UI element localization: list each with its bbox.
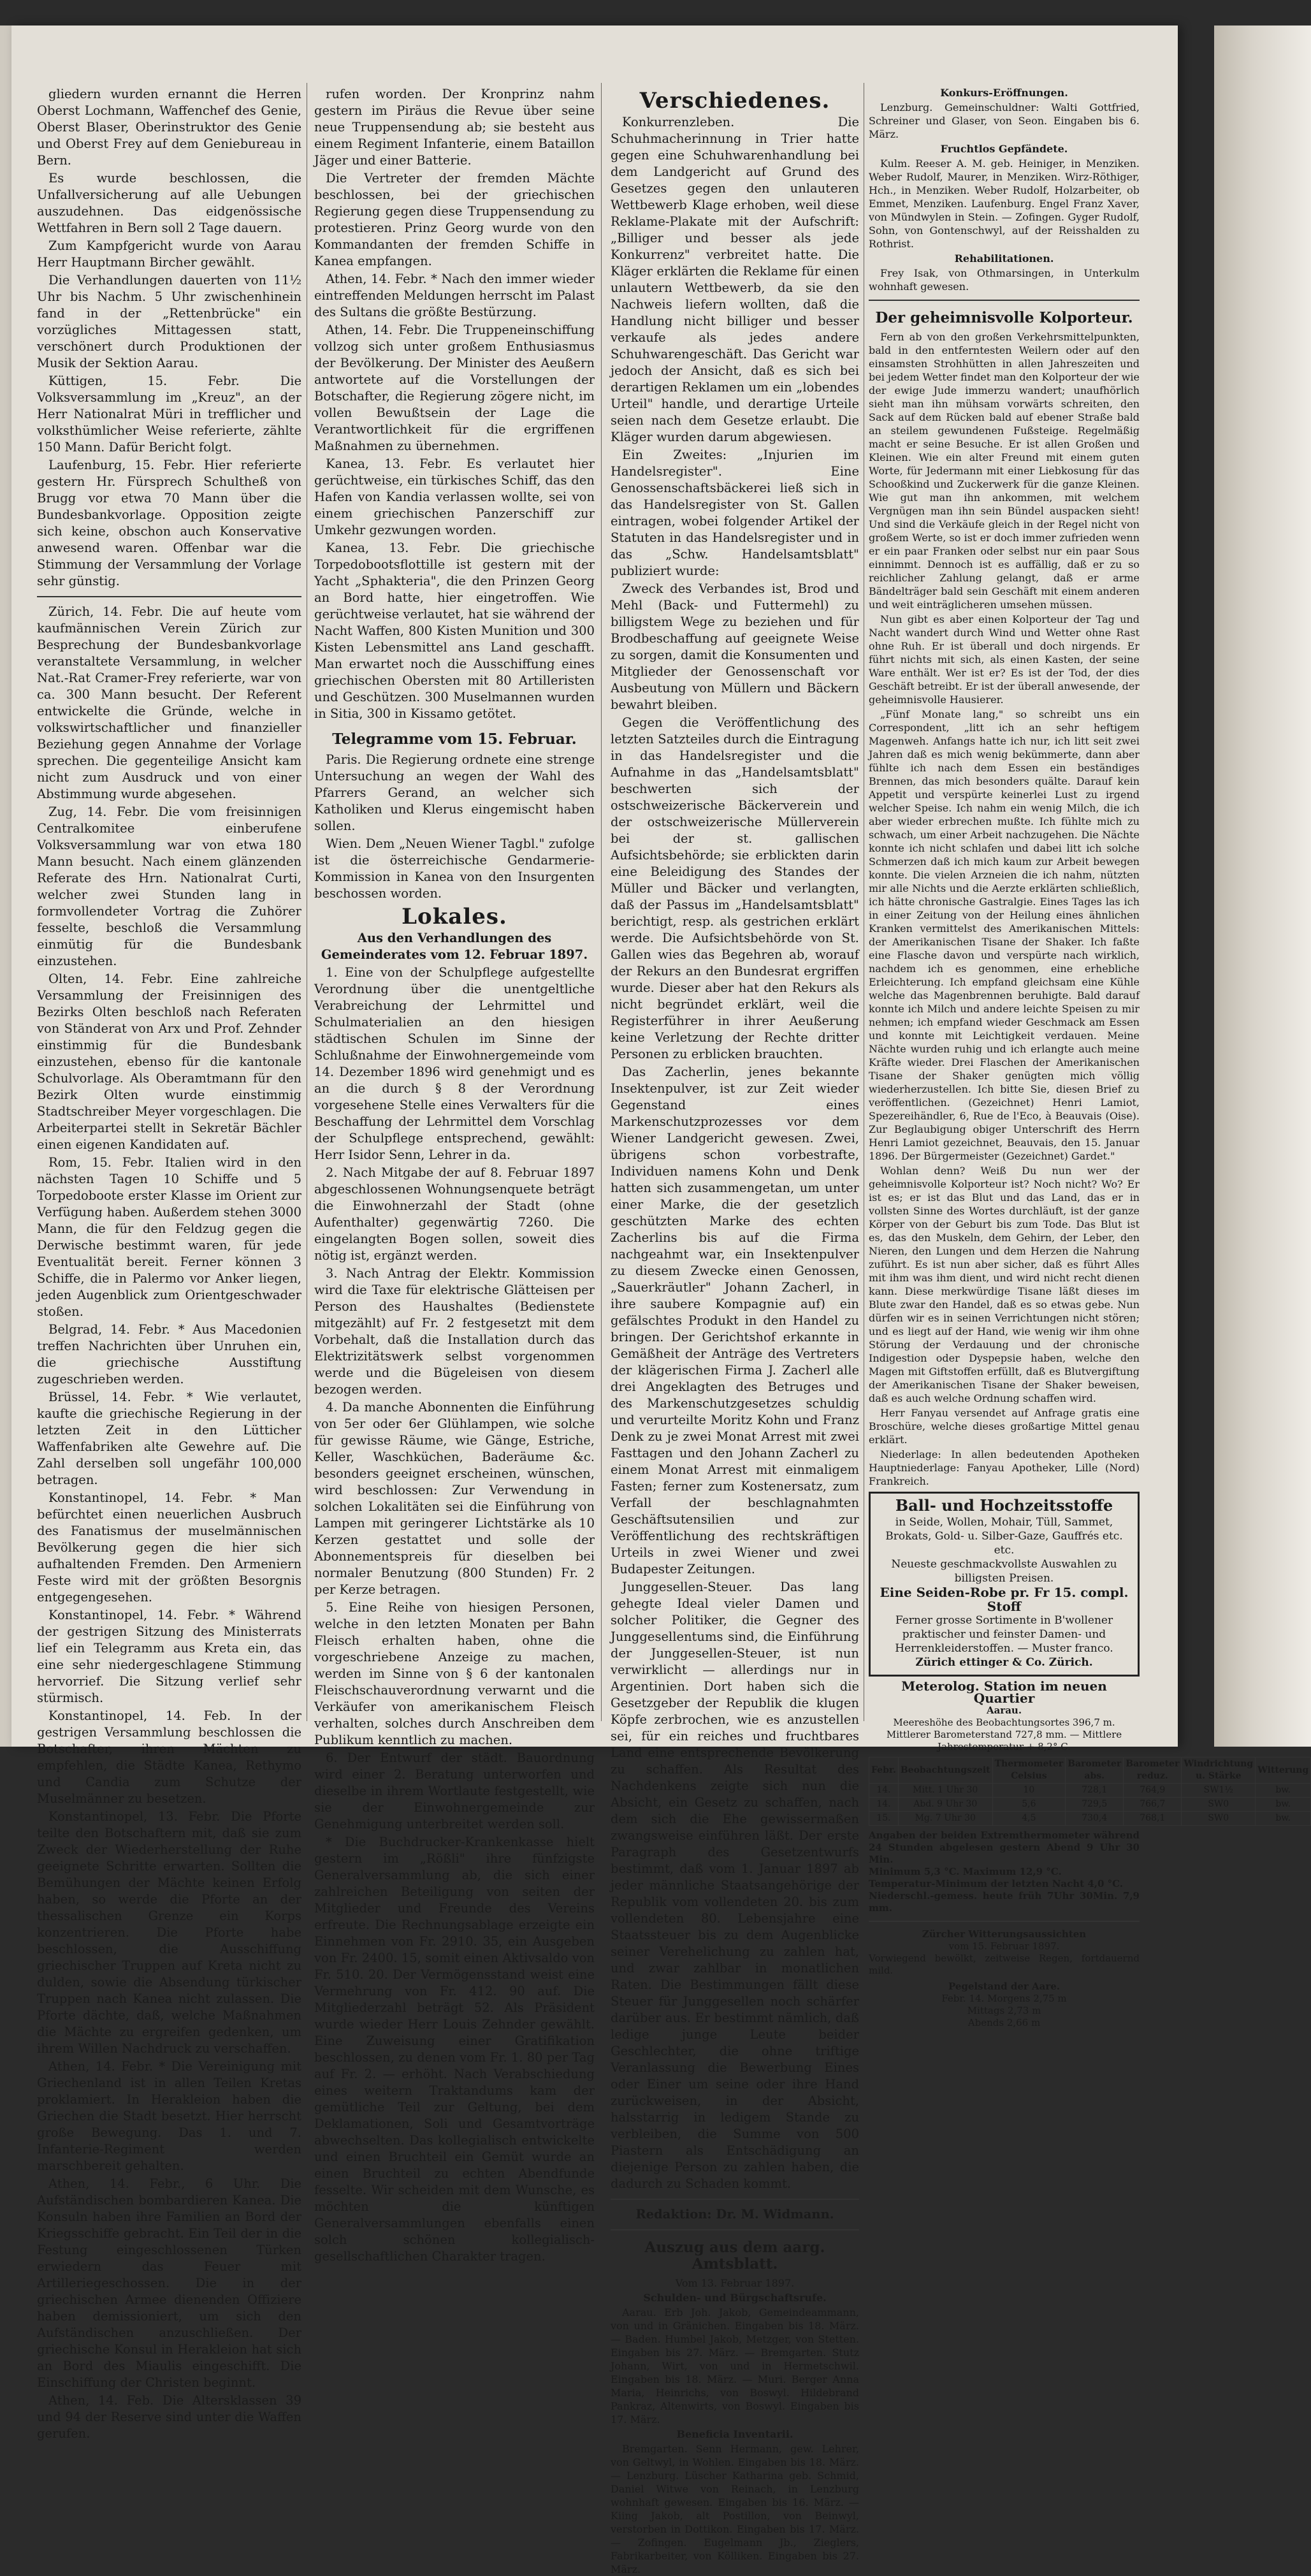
table-header: Barometer reduz. (1124, 1757, 1182, 1784)
table-row (869, 1812, 1311, 1826)
weather-extreme: Angaben der beiden Extremthermometer während 24 Stunden abgelesen gestern Abend 9 Uhr 30 Min. (869, 1830, 1140, 1865)
table-cell: 10 (992, 1784, 1066, 1798)
table-cell: bw. (1256, 1784, 1311, 1798)
paragraph: Ein Zweites: „Injurien im Handelsregister". Eine Genossenschaftsbäckerei ließ sich in das Handelsregister von St. Gallen eintragen, wobei folgender Artikel der Statuten in das Handelsregister und in das „Schw. Handelsamtsblatt" publiziert wurde: (611, 448, 859, 578)
paragraph: Zweck des Verbandes ist, Brod und Mehl (Back- und Futtermehl) zu billigstem Wege zu beziehen und für Brodbeschaffung auf geeignete Weise zu sorgen, damit die Konsumenten und Mitglieder der Genossenschaft vor Ausbeutung von Müllern und Bäckern bewahrt bleiben. (611, 581, 859, 712)
table-header: Witterung (1256, 1757, 1311, 1784)
ad-line: Neueste geschmackvollste Auswahlen zu billigsten Preisen. (891, 1558, 1117, 1585)
weather-table (869, 1757, 1311, 1826)
table-header: Thermometer Celsius (992, 1757, 1066, 1784)
rehab-heading: Rehabilitationen. (954, 252, 1054, 265)
paragraph: Konstantinopel, 14. Febr. * Man befürchtet einen neuerlichen Ausbruch des Fanatismus der muselmännischen Bevölkerung gegen die hier sich aufhaltenden Fremden. Den Armeniern Feste wird mit der größten Besorgnis entgegengesehen. (37, 1490, 301, 1605)
paragraph: Die Vertreter der fremden Mächte beschlossen, bei der griechischen Regierung gegen diese Truppensendung zu protestieren. Prinz Georg wurde von den Kommandanten der fremden Schiffe in Kanea empfangen. (314, 171, 595, 268)
table-row (869, 1798, 1311, 1812)
paragraph: Nun gibt es aber einen Kolporteur der Tag und Nacht wandert durch Wind und Wetter ohne Rast ohne Ruh. Er ist überall und doch nirgends. Er führt nichts mit sich, als einen Kasten, der seine Ware enthält. Wer ist er? Es ist der Tod, der dies Geschäft betreibt. Er ist der überall anwesende, der geheimnisvolle Hausierer. (869, 613, 1140, 706)
paragraph: Fern ab von den großen Verkehrsmittelpunkten, bald in den entferntesten Weilern oder auf den einsamsten Strohhütten in allen Jahreszeiten und bei jedem Wetter findet man den Kolporteur der wie der ewige Jude immerzu wandert; unaufhörlich sieht man ihn mühsam vorwärts schreiten, den Sack auf dem Rücken bald auf ebener Straße bald an steilem gewundenen Fußsteige. Regelmäßig macht er seine Besuche. Er ist allen Großen und Kleinen. Wie ein alter Freund mit einem guten Worte, für Jedermann mit einer Liebkosung für das Schooßkind und Zuckerwerk für die ganze Kleinen. Wie gut man ihn ankommen, mit welchem Vergnügen man ihn sein Bündel auspacken sieht! Und sind die Verkäufe gleich in der Regel nicht von großem Werte, so ist er doch immer zufrieden wenn er ein paar Franken oder selbst nur ein paar Sous einnimmt. Dennoch ist es auffällig, daß er zu so reichlicher Zahlung gelangt, daß er arme Bändelträger bald sein Geschäft mit einem anderen und weit einträglicheren umsehen müssen. (869, 331, 1140, 611)
divider (611, 2199, 859, 2200)
newspaper-page (11, 25, 1309, 2575)
paragraph: Lenzburg. Gemeinschuldner: Walti Gottfried, Schreiner und Glaser, von Seon. Eingaben bis 6. März. (869, 101, 1140, 140)
paragraph: Olten, 14. Febr. Eine zahlreiche Versammlung der Freisinnigen des Bezirks Olten beschloß nach Referaten von Ständerat von Arx und Prof. Zehnder einstimmig für die Bundesbank einzustehen, ebenso für die kantonale Schulvorlage. Als Oberamtmann für den Bezirk Olten wurde einstimmig Stadtschreiber Meyer vorgeschlagen. Die Arbeiterpartei stellt in Sekretär Bächler einen eigenen Kandidaten auf. (37, 971, 301, 1152)
paragraph: 6. Der Entwurf der städt. Bauordnung wird einer 2. Beratung unterworfen und dieselbe in ihrem Wortlaute festgestellt, wie sie der Einwohnergemeinde zur Genehmigung unterbreitet werden soll. (314, 1750, 595, 1831)
lokales-subheading: Aus den Verhandlungen des Gemeinderates vom 12. Februar 1897. (321, 931, 588, 962)
book-edge (1214, 25, 1311, 1747)
table-cell: 15. (869, 1812, 899, 1826)
weather-extreme: Niederschl.-gemess. heute früh 7Uhr 30Min. 7,9 mm. (869, 1890, 1140, 1914)
divider (611, 2229, 859, 2230)
editor-line: Redaktion: Dr. M. Widmann. (635, 2207, 834, 2222)
paragraph: Athen, 14. Febr. Die Truppeneinschiffung vollzog sich unter großem Enthusiasmus der Bevölkerung. Der Minister des Aeußern antwortete auf die Vorstellungen der Botschafter, die Regierung zögere nicht, im vollen Bewußtsein der Lage die Verantwortlichkeit für die ergriffenen Maßnahmen zu übernehmen. (314, 323, 595, 453)
column-3 (611, 86, 859, 2575)
divider (869, 300, 1140, 301)
paragraph: Brüssel, 14. Febr. * Wie verlautet, kaufte die griechische Regierung in der letzten Zeit in den Lütticher Waffenfabriken alte Gewehre auf. Die Zahl derselben soll ungefähr 100,000 betragen. (37, 1390, 301, 1487)
ad-firm: Zürich ettinger & Co. Zürich. (915, 1656, 1093, 1669)
ad-line: in Seide, Wollen, Mohair, Tüll, Sammet, (895, 1516, 1113, 1529)
paragraph: Herr Fanyau versendet auf Anfrage gratis eine Broschüre, welche dieses großartige Mittel genau erklärt. (869, 1407, 1140, 1446)
pegel-heading: Pegelstand der Aare. (948, 1981, 1061, 1992)
ad-line: Eine Seiden-Robe pr. Fr 15. compl. Stoff (880, 1585, 1129, 1614)
paragraph: Küttigen, 15. Febr. Die Volksversammlung im „Kreuz", an der Herr Nationalrat Müri in trefflicher und volksthümlicher Weise referierte, zählte 150 Mann. Dafür Bericht folgt. (37, 374, 301, 455)
table-cell: 728,1 (1066, 1784, 1124, 1798)
paragraph: Wohlan denn? Weiß Du nun wer der geheimnisvolle Kolporteur ist? Noch nicht? Wo? Er ist es; er ist das Blut und das Land, das er in vollsten Sinne des Wortes durchläuft, ist der ganze Körper von der Geburt bis zum Tode. Das Blut ist es, das den Muskeln, dem Gehirn, der Leber, den Nieren, den Lungen und dem Herzen die Nahrung zuführt. Es ist nun aber sicher, daß es führt Alles mit ihm was ihm dient, und wird nicht recht dienen kann. Diese merkwürdige Tisane läßt dieses im Blute zwar den Handel, daß es so etwas gebe. Nun dürfen wir es in seinen Verrichtungen nicht stören; und es liegt auf der Hand, wie wenig wir ihm ohne Störung der Verdauung und der chronische Indigestion oder Dyspepsie haben, welche den Magen mit Giftstoffen erfüllt, daß es Blutvergiftung der Amerikanischen Tisane der Shaker beweisen, daß es auch welche Ordnung schaffen wird. (869, 1165, 1140, 1404)
paragraph: Konstantinopel, 13. Febr. Die Pforte teilte den Botschaftern mit, daß sie zum Zweck der Wiederherstellung der Ruhe geeignete Schritte erwarten. Sollten die Bemühungen der Mächte keinen Erfolg haben, so werde die Pforte an der thessalischen Grenze ein Korps konzentrieren. Die Pforte habe beschlossen, die Ausschiffung griechischer Truppen auf Kreta nicht zu dulden, sowie die Absendung türkischer Truppen nach Kanea nicht zulassen. Die Pforte dächte, daß, welche Maßnahmen die Mächte zu ergreifen gedenken, um ihrem Willen Nachdruck zu verschaffen. (37, 1809, 301, 2056)
weather-place: Aarau. (986, 1705, 1022, 1716)
table-cell: 14. (869, 1798, 899, 1812)
table-header: Beobachtungszeit (898, 1757, 992, 1784)
forecast-date: vom 15. Februar 1897. (948, 1940, 1060, 1952)
paragraph: Junggesellen-Steuer. Das lang gehegte Ideal vieler Damen und solcher Politiker, die Gegner des Junggesellentums sind, die Einführung der Junggesellen-Steuer, ist nun verwirklicht — allerdings nur in Argentinien. Dort haben sich die Gesetzgeber der Republik die klugen Köpfe zerbrochen, wie es anzustellen sei, für ein reiches und fruchtbares Land eine entsprechende Bevölkerung zu schaffen. Als Resultat des Nachdenkens zeigte sich nun die Absicht, ein Gesetz zu schaffen, nach dem sich die Ehe gewissermaßen zwangsweise einführen läßt. Der erste Paragraph des Gesetzentwurfs bestimmt, daß vom 1. Januar 1897 ab jeder männliche Staatsangehörige der Republik vom vollendeten 20. bis zum vollendeten 80. Lebensjahre eine Staatssteuer bis zu dem Augenblicke seiner Verehelichung zu zahlen hat, und zwar zahlbar in monatlichen Raten. Die Bestimmungen fällt diese Steuer für Junggesellen noch schärfer darüber aus. Er bestimmt nämlich, daß ledige junge Leute beider Geschlechter, die ohne triftige Veranlassung die Bewerbung Eines oder Einer um seine oder ihre Hand zurückweisen, in der Absicht, halsstarrig in ledigem Stande zu verbleiben, die Summe von 500 Piastern als Entschädigung an diejenige Person zu zahlen haben, die dadurch zu Schaden kommt. (611, 1580, 859, 2191)
table-cell: 730,4 (1066, 1812, 1124, 1826)
amtsblatt-heading: Auszug aus dem aarg. Amtsblatt. (644, 2239, 825, 2273)
table-cell: 729,5 (1066, 1798, 1124, 1812)
pegel-line: Mittags 2,73 m (967, 2005, 1041, 2016)
kolporteur-heading: Der geheimnisvolle Kolporteur. (875, 309, 1133, 326)
paragraph: 4. Da manche Abonnenten die Einführung von 5er oder 6er Glühlampen, wie solche für gewisse Räume, wie Gänge, Estriche, Keller, Waschküchen, Baderäume &c. besonders geeignet erscheinen, wünschen, wird beschlossen: Zur Verwendung in solchen Lokalitäten sei die Einführung von Lampen mit geringerer Lichtstärke als 10 Kerzen gestattet und solle der Abonnementspreis für dieselben bei normaler Benutzung (800 Stunden) Fr. 2 per Kerze betragen. (314, 1400, 595, 1597)
table-header: Windrichtung u. Stärke (1182, 1757, 1256, 1784)
paragraph: 3. Nach Antrag der Elektr. Kommission wird die Taxe für elektrische Glätteisen per Person des Haushaltes (Bedienstete mitgezählt) auf Fr. 2 festgesetzt mit dem Vorbehalt, daß die Installation durch das Elektrizitätswerk selbst vorgenommen werde und die Bügeleisen von diesem bezogen werden. (314, 1266, 595, 1397)
amtsblatt-date: Vom 13. Februar 1897. (675, 2277, 795, 2289)
ad-line: Brokats, Gold- u. Silber-Gaze, Gauffrés etc. etc. (885, 1530, 1123, 1557)
paragraph: Athen, 14. Febr., 6 Uhr. Die Aufständischen bombardieren Kanea. Die Konsuln haben ihre Familien an Bord der Kriegsschiffe gebracht. Ein Teil der in die Festung eingeschlossenen Türken erwiedern das Feuer mit Artilleriegeschossen. Die in der griechischen Armee dienenden Offiziere haben demissioniert, um sich den Aufständischen anzuschließen. Der griechische Konsul in Herakleion hat sich an Bord des Miaulis eingeschifft. Die Einschiffung der Christen beginnt. (37, 2176, 301, 2390)
paragraph: 1. Eine von der Schulpflege aufgestellte Verordnung über die unentgeltliche Verabreichung der Lehrmittel und Schulmaterialien an den hiesigen städtischen Schulen im Sinne der Schlußnahme der Einwohnergemeinde vom 14. Dezember 1896 wird genehmigt und es an die durch § 8 der Verordnung vorgesehene Stelle eines Verwalters für die Beschaffung der Lehrmittel dem Vorschlag der Schulpflege entsprechend, gewählt: Herr Isidor Senn, Lehrer in da. (314, 965, 595, 1162)
paragraph: Konkurrenzleben. Die Schuhmacherinnung in Trier hatte gegen eine Schuhwarenhandlung bei dem Landgericht auf Grund des Gesetzes gegen den unlauteren Wettbewerb Klage erhoben, weil diese Reklame-Plakate mit der Aufschrift: „Billiger und besser als jede Konkurrenz" verbreitet hatte. Die Kläger erklärten die Reklame für einen unlautern Wettbewerb, da sie den Nachweis liefern wollten, daß die Handlung nicht billiger und besser verkaufe als jedes andere Schuhwarengeschäft. Das Gericht war jedoch der Ansicht, daß es sich bei derartigen Reklamen um ein „lobendes Urteil" handle, und derartige Urteile seien nach dem Gesetze erlaubt. Die Kläger wurden darum abgewiesen. (611, 115, 859, 444)
paragraph: Athen, 14. Febr. * Nach den immer wieder eintreffenden Meldungen herrscht im Palast des Sultans die größte Bestürzung. (314, 272, 595, 319)
paragraph: Zug, 14. Febr. Die vom freisinnigen Centralkomitee einberufene Volksversammlung war von etwa 180 Mann besucht. Nach einem glänzenden Referate des Hrn. Nationalrat Curti, welcher zwei Stunden lang in formvollendeter Vortrag die Zuhörer fesselte, beschloß die Versammlung einmütig für die Bundesbank einzustehen. (37, 804, 301, 968)
table-cell: bw. (1256, 1798, 1311, 1812)
table-cell: SW0 (1182, 1812, 1256, 1826)
paragraph: Gegen die Veröffentlichung des letzten Satzteiles durch die Eintragung in das Handelsregister und die Aufnahme in das „Handelsamtsblatt" beschwerten sich der ostschweizerische Bäckerverein und der ostschweizerische Müllerverein bei der st. gallischen Aufsichtsbehörde; sie erblickten darin eine Beleidigung des Standes der Müller und Bäcker und verlangten, daß der Passus im „Handelsamtsblatt" berichtigt, resp. als gestrichen erklärt werde. Die Aufsichtsbehörde von St. Gallen wies das Begehren ab, worauf der Rekurs an den Bundesrat ergriffen wurde. Dieser aber hat den Rekurs als nicht begründet erklärt, weil die Registerführer in ihrer Aeußerung keine Verletzung der Rechte dritter Personen zu erblicken brauchten. (611, 715, 859, 1061)
paragraph: Laufenburg, 15. Febr. Hier referierte gestern Hr. Fürsprech Schultheß von Brugg vor etwa 70 Mann über die Bundesbankvorlage. Opposition zeigte sich keine, obschon auch Konservative anwesend waren. Offenbar war die Stimmung der Versammlung der Vorlage sehr günstig. (37, 458, 301, 588)
column-2 (314, 86, 595, 2264)
ad-line: Ferner grosse Sortimente in B'wollener praktischer und feinster Damen- und Herrenkleiderstoffen. — Muster franco. (895, 1614, 1113, 1655)
paragraph: * Die Buchdrucker-Krankenkasse hielt gestern im „Rößli" ihre fünfzigste Generalversammlung ab, die sich einer zahlreichen Beteiligung von seiten der Mitglieder und Freunde des Vereins erfreute. Die Rechnungsablage erzeigte ein Einnehmen von Fr. 2910. 35, ein Ausgeben von Fr. 2400. 15, somit einen Aktivsaldo von Fr. 510. 20. Der Vermögensstand weist eine Vermehrung von Fr. 412. 90 auf. Die Mitgliederzahl beträgt 52. Als Präsident wurde wieder Herr Louis Zehnder gewählt. Eine Zuweisung einer Gratifikation beschlossen, zu denen vom Fr. 1. 80 per Tag auf Fr. 2. — erhöht. Nach Verabschiedung eines weitern Traktandums kam der gemütliche Teil zur Geltung, bei dem Deklamationen, Soli und Gesamtvorträge abwechselten. Das kollegialisch entwickelte und einen Bruchteil ein Gemüt wurde an einen Bruchteil zu echten Abendfunde fesselte. Wir scheiden mit dem Wunsche, es möchten die künftigen Generalversammlungen ebenfalls einen solch schönen kollegialisch-gesellschaftlichen Charakter tragen. (314, 1835, 595, 2264)
verschiedenes-heading: Verschiedenes. (639, 88, 830, 113)
table-cell: Mg. 7 Uhr 30 (898, 1812, 992, 1826)
paragraph: Kanea, 13. Febr. Es verlautet hier gerüchtweise, ein türkisches Schiff, das den Hafen von Kandia verlassen wollte, sei von einem griechischen Panzerschiff zur Umkehr gezwungen worden. (314, 456, 595, 537)
pegel-line: Abends 2,66 m (967, 2017, 1041, 2028)
paragraph: Frey Isak, von Othmarsingen, in Unterkulm wohnhaft gewesen. (869, 267, 1140, 293)
table-cell: SW1½ (1182, 1784, 1256, 1798)
paragraph: Die Verhandlungen dauerten von 11½ Uhr bis Nachm. 5 Uhr zwischenhinein fand in der „Rettenbrücke" ein vorzügliches Mittagessen statt, verschönert durch Produktionen der Musik der Sektion Aarau. (37, 273, 301, 370)
amtsblatt-subheading: Schulden- und Bürgschaftsrufe. (643, 2292, 827, 2304)
lokales-heading: Lokales. (402, 904, 507, 929)
weather-extreme: Minimum 5,3 °C. Maximum 12,9 °C. (869, 1866, 1062, 1877)
weather-station-box (869, 1678, 1309, 2029)
table-cell: Mitt. 1 Uhr 30 (898, 1784, 992, 1798)
table-row (869, 1784, 1311, 1798)
forecast-heading: Zürcher Witterungsaussichten (922, 1928, 1087, 1940)
telegram-heading: Telegramme vom 15. Februar. (332, 731, 577, 748)
column-rule (601, 83, 602, 1721)
table-cell: 4,5 (992, 1812, 1066, 1826)
paragraph: Niederlage: In allen bedeutenden Apotheken Hauptniederlage: Fanyau Apotheker, Lille (Nord) Frankreich. (869, 1448, 1140, 1487)
weather-line: Mittlerer Barometerstand 727,8 mm. — Mittlere Jahrestemperatur + 8,2° C. (886, 1729, 1122, 1752)
paragraph: gliedern wurden ernannt die Herren Oberst Lochmann, Waffenchef des Genie, Oberst Blaser, Oberinstruktor des Genie und Oberst Frey auf dem Geniebureau in Bern. (37, 87, 301, 168)
paragraph: Bremgarten. Senn Hermann, gew. Lehrer, von Geltwyl, in Wohlen. Eingaben bis 18. März. — Lenzburg. Lüscher Katharina geb. Schmid, Daniel Witwe von Reinach, in Lenzburg wohnhaft gewesen. Eingaben bis 16. März. — Kiing Jakob, alt Postillon, von Beinwyl, verstorben in Dottikon. Eingaben bis 17. März. — Zofingen. Eugelmann Jb., Zieglers, Fabrikarbeiter, von Kölliken. Eingaben bis 27. März. (611, 2443, 859, 2575)
left-page-edge (0, 25, 11, 1747)
paragraph: Belgrad, 14. Febr. * Aus Macedonien treffen Nachrichten über Unruhen ein, die griechische Ausstiftung zugeschrieben werden. (37, 1322, 301, 1386)
fruchtlos-heading: Fruchtlos Gepfändete. (940, 143, 1068, 155)
table-cell: bw. (1256, 1812, 1311, 1826)
paragraph: Zum Kampfgericht wurde von Aarau Herr Hauptmann Bircher gewählt. (37, 238, 301, 270)
paragraph: Paris. Die Regierung ordnete eine strenge Untersuchung an wegen der Wahl des Pfarrers Gerand, an welcher sich Katholiken und Klerus eingemischt haben sollen. (314, 752, 595, 833)
table-header: Barometer abs. (1066, 1757, 1124, 1784)
paragraph: Athen, 14. Febr. * Die Vereinigung mit Griechenland ist in allen Teilen Kretas proklamiert. In Herakleion haben die Griechen die Stadt besetzt. Hier herrscht große Bewegung. Das 1. und 7. Infanterie-Regiment werden marschbereit gehalten. (37, 2059, 301, 2173)
paragraph: „Fünf Monate lang," so schreibt uns ein Correspondent, „litt ich an sehr heftigem Magenweh. Anfangs hatte ich nur, ich litt seit zwei Jahren daß es mich wenig bekümmerte, dann aber fühlte ich nach dem Essen ein beständiges Brennen, das mich besonders quälte. Darauf kein Appetit und verspürte keinerlei Lust zu irgend welcher Speise. Ich nahm ein wenig Milch, die ich aber wieder erbrechen mußte. Ich fühlte mich zu schwach, um einer Arbeit nachzugehen. Die Nächte konnte ich nicht schlafen und dabei litt ich solche Schmerzen daß ich mich kaum zur Arbeit bewegen konnte. Die vielen Arzneien die ich nahm, nützten mir alle Nichts und die Aerzte erklärten schließlich, ich hätte chronische Gastralgie. Eines Tages las ich in einer Zeitung von der Heilung eines ähnlichen Kranken vermittelst des Amerikanischen Mittels: der Amerikanischen Tisane der Shaker. Ich faßte eine Flasche davon und verspürte nach wirklich, nachdem ich es genommen, eine erhebliche Erleichterung. Ich empfand gleichsam eine Kühle welche das Magenbrennen beruhigte. Bald darauf konnte ich Milch und andere leichte Speisen zu mir nehmen; ich empfand wieder Geschmack am Essen und konnte mit Leichtigkeit verdauen. Meine Nächte wurden ruhig und ich erlangte auch meine Kräfte wieder. Drei Flaschen der Amerikanischen Tisane der Shaker genügten mich völlig wiederherzustellen. Ich bitte Sie, diesen Brief zu veröffentlichen. (Gezeichnet) Henri Lamiot, Spezereihändler, 6, Rue de l'Eco, à Beauvais (Oise). Zur Beglaubigung obiger Unterschrift des Herrn Henri Lamiot gezeichnet, Beauvais, den 15. Januar 1896. Der Bürgermeister (Gezeichnet) Gardet." (869, 708, 1140, 1162)
fabric-advertisement (869, 1492, 1140, 1677)
paragraph: 5. Eine Reihe von hiesigen Personen, welche in den letzten Monaten per Bahn Fleisch erhalten haben, ohne die vorgeschriebene Anzeige zu machen, werden im Sinne von § 6 der kantonalen Fleischschauverordnung verwarnt und die Verkäufer von amerikanischem Fleisch verhalten, solches durch Anschreiben dem Publikum kenntlich zu machen. (314, 1600, 595, 1747)
paragraph: rufen worden. Der Kronprinz nahm gestern im Piräus die Revue über seine neue Truppensendung ab; sie besteht aus einem Regiment Infanterie, einem Bataillon Jäger und einer Batterie. (314, 87, 595, 168)
paragraph: Zürich, 14. Febr. Die auf heute vom kaufmännischen Verein Zürich zur Besprechung der Bundesbankvorlage veranstaltete Versammlung, in welcher Nat.-Rat Cramer-Frey referierte, war von ca. 300 Mann besucht. Der Referent entwickelte die Gründe, welche in volkswirtschaftlicher und finanzieller Beziehung gegen Annahme der Vorlage sprechen. Die gegenteilige Ansicht kam nicht zum Ausdruck und von einer Abstimmung wurde abgesehen. (37, 604, 301, 801)
table-header: Febr. (869, 1757, 899, 1784)
table-cell: SW0 (1182, 1798, 1256, 1812)
paragraph: Es wurde beschlossen, die Unfallversicherung auf alle Uebungen auszudehnen. Das eidgenössische Wettfahren in Bern soll 2 Tage dauern. (37, 171, 301, 235)
paragraph: 2. Nach Mitgabe der auf 8. Februar 1897 abgeschlossenen Wohnungsenquete beträgt die Einwohnerzahl der Stadt (ohne Aufenthalter) gegenwärtig 7260. Die eingelangten Bogen sollen, soweit dies nötig ist, ergänzt werden. (314, 1165, 595, 1263)
paragraph: Aarau. Erb Joh. Jakob, Gemeindeammann, von und in Gränichen. Eingaben bis 18. März. — Baden. Humbel Jakob, Metzger, von Stetten. Eingaben bis 27. März. — Bremgarten. Stutz Johann, Wirt, von und in Hermetschwil. Eingaben bis 18. März. — Muri. Berger Anna Maria, Heinrichs, von Boswyl. Hildebrand Pankraz, Altenwirts, von Boswyl. Eingaben bis 17. März. (611, 2306, 859, 2426)
paragraph: Athen, 14. Feb. Die Altersklassen 39 und 94 der Reserve sind unter die Waffen gerufen. (37, 2393, 301, 2441)
weather-title: Meterolog. Station im neuen Quartier (901, 1678, 1107, 1706)
paragraph: Konstantinopel, 14. Febr. * Während der gestrigen Sitzung des Ministerrats lief ein Telegramm aus Kreta ein, das eine sehr niedergeschlagene Stimmung hervorrief. Die Sitzung verlief sehr stürmisch. (37, 1608, 301, 1705)
column-1 (37, 86, 301, 2441)
column-4 (869, 86, 1309, 2028)
paragraph: Wien. Dem „Neuen Wiener Tagbl." zufolge ist die österreichische Gendarmerie-Kommission in Kanea von den Insurgenten beschossen worden. (314, 836, 595, 901)
table-cell: 5,6 (992, 1798, 1066, 1812)
konkurs-heading: Konkurs-Eröffnungen. (940, 87, 1068, 99)
paragraph: Konstantinopel, 14. Feb. In der gestrigen Versammlung beschlossen die Botschafter, ihren Mächten zu empfehlen, die Städte Kanea, Rethymo und Candia zum Schutze der Muselmänner zu besetzen. (37, 1708, 301, 1806)
table-cell: 14. (869, 1784, 899, 1798)
paragraph: Das Zacherlin, jenes bekannte Insektenpulver, ist zur Zeit wieder Gegenstand eines Markenschutzprozesses vor dem Wiener Landgericht gewesen. Zwei, übrigens schon vorbestrafte, Individuen namens Kohn und Denk hatten sich zusammengetan, um unter einer Marke, die der gesetzlich geschützten Marke des echten Zacherlins bis auf die Firma nachgeahmt war, ein Insektenpulver zu diesem Zwecke einen Genossen, „Sauerkräutler" Johann Zacherl, in ihre saubere Kompagnie auf) ein gefälschtes Produkt in den Handel zu bringen. Der Gerichtshof erkannte in Gemäßheit der Anträge des Vertreters der klägerischen Firma J. Zacherl alle drei Angeklagten des Betruges und des Markenschutzgesetzes schuldig und verurteilte Moritz Kohn und Franz Denk zu je zwei Monat Arrest mit zwei Fasttagen und den Johann Zacherl zu einem Monat Arrest mit einmaligem Fasten; ferner zum Kostenersatz, zum Verfall der beschlagnahmten Geschäftsutensilien und zur Veröffentlichung des rechtskräftigen Urteils in zwei Wiener und zwei Budapester Zeitungen. (611, 1065, 859, 1576)
pegel-line: Febr. 14. Morgens 2,75 m (941, 1993, 1067, 2004)
weather-extreme: Temperatur-Minimum der letzten Nacht 4,0 °C. (869, 1878, 1124, 1889)
weather-line: Meereshöhe des Beobachtungsortes 396,7 m. (893, 1717, 1115, 1728)
divider (37, 596, 301, 597)
paragraph: Rom, 15. Febr. Italien wird in den nächsten Tagen 10 Schiffe und 5 Torpedoboote erster Klasse im Orient zur Verfügung haben. Außerdem stehen 3000 Mann, die für den Feldzug gegen die Derwische bestimmt waren, für jede Eventualität bereit. Ferner können 3 Schiffe, die in Palermo vor Anker liegen, jeden Augenblick zum Orientgeschwader stoßen. (37, 1155, 301, 1319)
forecast-text: Vorwiegend bewölkt, zeitweise Regen, fortdauernd mild. (869, 1953, 1140, 1976)
table-header-row (869, 1757, 1311, 1784)
table-cell: 764,9 (1124, 1784, 1182, 1798)
divider (869, 1921, 1140, 1922)
paragraph: Kanea, 13. Febr. Die griechische Torpedobootsflottille ist gestern mit der Yacht „Sphakteria", die den Prinzen Georg an Bord hatte, hier eingetroffen. Wie gerüchtweise verlautet, hat sie während der Nacht Waffen, 800 Kisten Munition und 300 Kisten Lebensmittel ans Land geschafft. Man erwartet noch die Ausschiffung eines griechischen Obersten mit 80 Artilleristen und Geschützen. 300 Muselmannen wurden in Sitia, 300 in Kissamo getötet. (314, 541, 595, 721)
paragraph: Kulm. Reeser A. M. geb. Heiniger, in Menziken. Weber Rudolf, Maurer, in Menziken. Wirz-Röthiger, Hch., in Menziken. Weber Rudolf, Holzarbeiter, ob Emmet, Menziken. Laufenburg. Engel Franz Xaver, von Mündwylen in Stein. — Zofingen. Gyger Rudolf, Sohn, von Gontenschwyl, auf der Reisshalden zu Rothrist. (869, 157, 1140, 250)
table-cell: Abd. 9 Uhr 30 (898, 1798, 992, 1812)
table-cell: 766,7 (1124, 1798, 1182, 1812)
ad-title: Ball- und Hochzeitsstoffe (895, 1496, 1113, 1515)
table-cell: 768,1 (1124, 1812, 1182, 1826)
amtsblatt-subheading: Beneficia Inventarii. (676, 2428, 793, 2440)
